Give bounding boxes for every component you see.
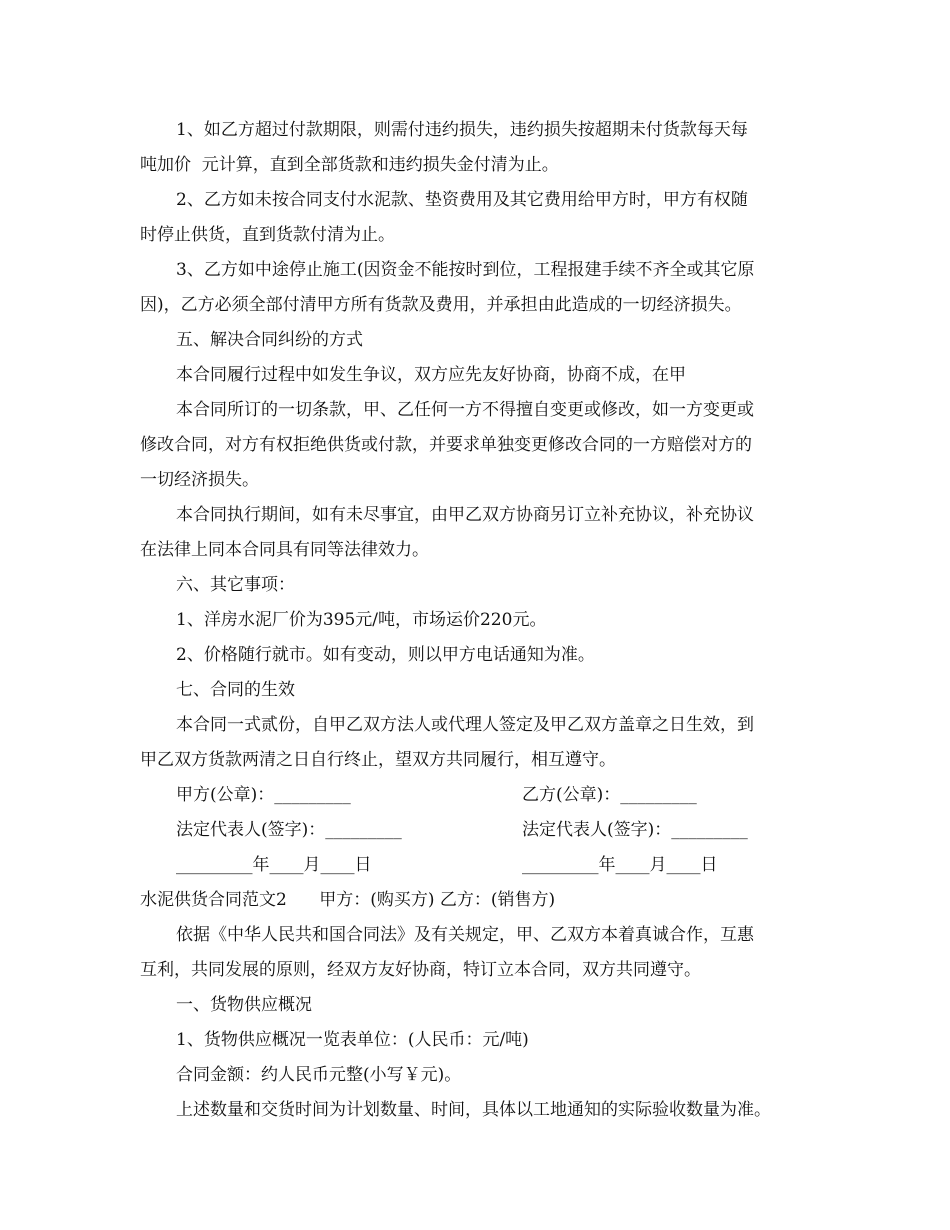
paragraph-line: 1、洋房水泥厂价为395元/吨，市场运价220元。 [176,610,547,630]
paragraph-line: 因)，乙方必须全部付清甲方所有货款及费用，并承担由此造成的一切经济损失。 [140,295,742,315]
paragraph-line: 2、价格随行就市。如有变动，则以甲方电话通知为准。 [176,645,595,665]
paragraph-line: 3、乙方如中途停止施工(因资金不能按时到位，工程报建手续不齐全或其它原 [176,260,755,280]
paragraph-line: 2、乙方如未按合同支付水泥款、垫资费用及其它费用给甲方时，甲方有权随 [176,190,748,210]
paragraph-line: 1、货物供应概况一览表单位：(人民币：元/吨) [176,1030,529,1050]
paragraph-line: 甲乙双方货款两清之日自行终止，望双方共同履行，相互遵守。 [140,750,616,770]
paragraph-line: 时停止供货，直到货款付清为止。 [140,225,395,245]
paragraph-line: 本合同一式贰份，自甲乙双方法人或代理人签定及甲乙双方盖章之日生效，到 [176,715,754,735]
contract-title-line: 水泥供货合同范文2 甲方：(购买方) 乙方：(销售方) [140,890,556,910]
paragraph-line: 合同金额：约人民币元整(小写￥元)。 [176,1065,462,1085]
paragraph-line: 上述数量和交货时间为计划数量、时间，具体以工地通知的实际验收数量为准。 [176,1100,771,1120]
paragraph-line: 本合同所订的一切条款，甲、乙任何一方不得擅自变更或修改，如一方变更或 [176,400,754,420]
section-heading: 五、解决合同纠纷的方式 [176,330,363,350]
paragraph-line: 本合同履行过程中如发生争议，双方应先友好协商，协商不成，在甲 [176,365,686,385]
party-a-seal-line: 甲方(公章)：_________ [176,785,351,805]
section-heading: 六、其它事项： [176,575,295,595]
paragraph-line: 本合同执行期间，如有未尽事宜，由甲乙双方协商另订立补充协议，补充协议 [176,505,754,525]
section-heading: 七、合同的生效 [176,680,295,700]
party-b-date-line: _________年____月____日 [522,855,718,875]
paragraph-line: 1、如乙方超过付款期限，则需付违约损失，违约损失按超期未付货款每天每 [176,120,748,140]
section-heading: 一、货物供应概况 [176,995,312,1015]
party-b-representative-line: 法定代表人(签字)：_________ [522,820,748,840]
paragraph-line: 一切经济损失。 [140,470,259,490]
party-a-representative-line: 法定代表人(签字)：_________ [176,820,402,840]
party-b-seal-line: 乙方(公章)：_________ [522,785,697,805]
paragraph-line: 依据《中华人民共和国合同法》及有关规定，甲、乙双方本着真诚合作，互惠 [176,925,754,945]
paragraph-line: 吨加价 元计算，直到全部货款和违约损失金付清为止。 [140,155,559,175]
paragraph-line: 修改合同，对方有权拒绝供货或付款，并要求单独变更修改合同的一方赔偿对方的 [140,435,752,455]
paragraph-line: 在法律上同本合同具有同等法律效力。 [140,540,429,560]
paragraph-line: 互利，共同发展的原则，经双方友好协商，特订立本合同，双方共同遵守。 [140,960,701,980]
party-a-date-line: _________年____月____日 [176,855,372,875]
